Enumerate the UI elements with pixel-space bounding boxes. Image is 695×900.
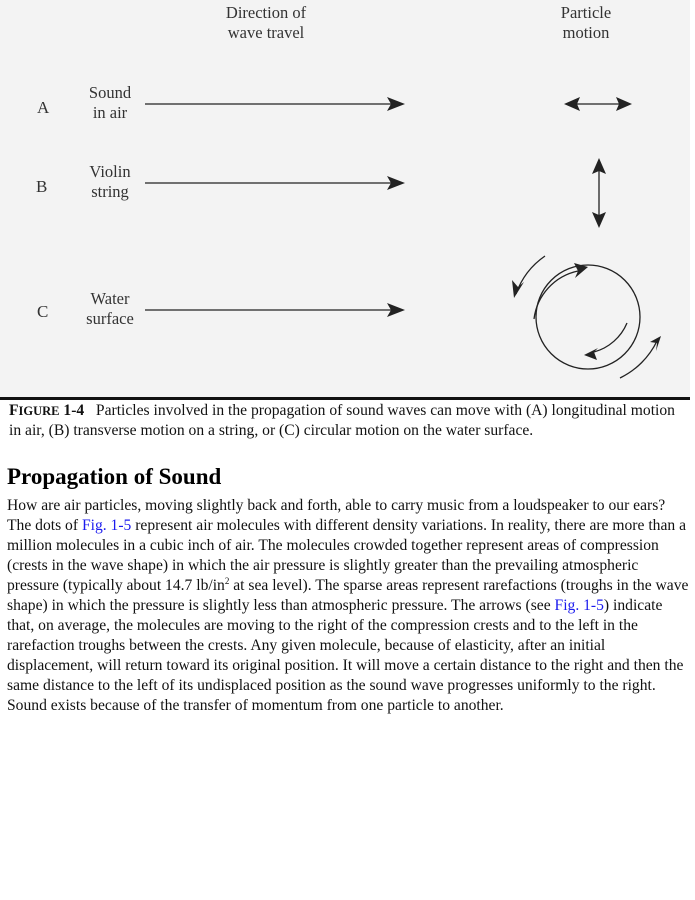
caption-label-first: F bbox=[9, 402, 19, 419]
paragraph-part2: represent air molecules with different density variations. In reality, there are more than a million molecules in a cubic inch of air. The molecules crowded together represent areas of compression (crests in the wave shape) in which the air pressure is slightly greater than the prevailing atmospheric pressure (typically about 14.7 lb/in bbox=[7, 517, 686, 594]
row-a-label-line1: Sound bbox=[88, 83, 132, 102]
caption-divider bbox=[0, 397, 690, 400]
circular-arrow-inner-bottom bbox=[594, 323, 627, 352]
paragraph-part4: ) indicate that, on average, the molecules are moving to the right of the compression crests and to the left in the rarefaction troughs between the crests. Any given molecule, because of elasticity, after an initial displacement, will return toward its original position. It will move a certain distance to the right and then the same distance to the left of its undisplaced position as the sound wave progresses uniformly to the right. Sound exists because of the transfer of momentum from one particle to another. bbox=[7, 597, 684, 714]
header-direction-line2: wave travel bbox=[227, 23, 305, 42]
row-b-label-line2: string bbox=[91, 182, 129, 201]
row-c-label-line1: Water bbox=[90, 289, 130, 308]
circular-outer-top-head bbox=[512, 280, 524, 298]
row-c-letter: C bbox=[37, 302, 49, 321]
fig-1-5-link-2[interactable]: Fig. 1-5 bbox=[554, 597, 604, 614]
figure-caption bbox=[9, 401, 689, 441]
superscript-2: 2 bbox=[224, 575, 230, 586]
header-particle-line2: motion bbox=[562, 23, 610, 42]
circular-inner-bottom-head bbox=[584, 348, 598, 360]
row-a-letter: A bbox=[37, 98, 50, 117]
row-c-label-line2: surface bbox=[86, 309, 134, 328]
header-direction-line1: Direction of bbox=[225, 3, 307, 22]
caption-label-rest: IGURE bbox=[18, 404, 60, 418]
row-b-letter: B bbox=[36, 177, 48, 196]
section-title: Propagation of Sound bbox=[7, 464, 222, 489]
paragraph-part1: How are air particles, moving slightly back and forth, able to carry music from a loudspeaker to our ears? The dots of bbox=[7, 497, 666, 534]
section-paragraph bbox=[7, 496, 691, 716]
caption-text: Particles involved in the propagation of sound waves can move with (A) longitudinal motion in air, (B) transverse motion on a string, or (C) circular motion on the water surface. bbox=[9, 402, 675, 439]
figure-diagram bbox=[0, 0, 690, 398]
caption-figure-label bbox=[9, 402, 84, 419]
header-particle-line1: Particle bbox=[560, 3, 612, 22]
circular-arrow-outer-top bbox=[516, 256, 545, 294]
row-b-label-line1: Violin bbox=[89, 162, 131, 181]
caption-label-number: 1-4 bbox=[63, 402, 85, 419]
paragraph-part3: at sea level). The sparse areas represent rarefactions (troughs in the wave shape) in which the pressure is slightly less than atmospheric pressure. The arrows (see bbox=[7, 577, 689, 614]
fig-1-5-link-1[interactable]: Fig. 1-5 bbox=[81, 517, 132, 534]
row-a-label-line2: in air bbox=[92, 103, 128, 122]
figure-1-4 bbox=[0, 0, 690, 398]
circular-arrow-outer-bottom bbox=[620, 341, 657, 378]
